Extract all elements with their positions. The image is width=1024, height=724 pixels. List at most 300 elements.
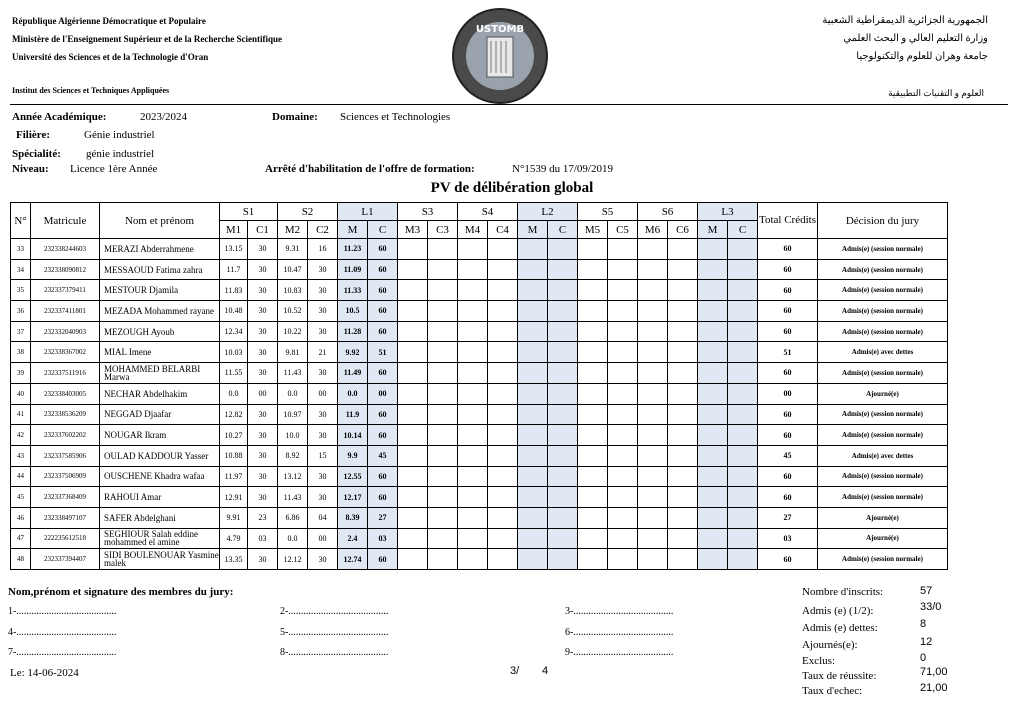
total-cell: 00 [758, 383, 818, 404]
m3-cell [398, 301, 428, 322]
matricule-cell: 232337511916 [31, 363, 100, 384]
m3-cell [398, 383, 428, 404]
m4-cell [458, 487, 488, 508]
l1-m-cell: 11.23 [338, 239, 368, 260]
l3-c-cell [728, 487, 758, 508]
arrete-value: N°1539 du 17/09/2019 [512, 163, 613, 175]
c5-cell [608, 301, 638, 322]
name-cell: MEZOUGH Ayoub [100, 321, 220, 342]
m2-cell: 12.12 [278, 549, 308, 570]
c1-cell: 00 [248, 383, 278, 404]
num-cell: 40 [11, 383, 31, 404]
filiere-value: Génie industriel [84, 129, 155, 141]
c2-cell: 04 [308, 507, 338, 528]
m2-cell: 11.43 [278, 487, 308, 508]
m3-cell [398, 342, 428, 363]
university-line: Université des Sciences et de la Technologie d'Oran [12, 52, 209, 62]
m1-cell: 4.79 [220, 528, 248, 549]
m5-cell [578, 383, 608, 404]
m3-cell [398, 487, 428, 508]
stat-dettes-value: 8 [920, 618, 927, 630]
l3-m-cell [698, 425, 728, 446]
c4-cell [488, 363, 518, 384]
m5-cell [578, 280, 608, 301]
m5-cell [578, 259, 608, 280]
matricule-cell: 232337368409 [31, 487, 100, 508]
page-total: 4 [542, 665, 549, 677]
c4-cell [488, 549, 518, 570]
m6-cell [638, 487, 668, 508]
c5-cell [608, 259, 638, 280]
l3-m-cell [698, 363, 728, 384]
c4-cell [488, 425, 518, 446]
l2-c-cell [548, 487, 578, 508]
l2-c-cell [548, 528, 578, 549]
c5-cell [608, 528, 638, 549]
num-cell: 39 [11, 363, 31, 384]
l2-m-cell [518, 383, 548, 404]
l2-c-cell [548, 280, 578, 301]
name-cell: NEGGAD Djaafar [100, 404, 220, 425]
l1-m-cell: 11.49 [338, 363, 368, 384]
l1-m-cell: 0.0 [338, 383, 368, 404]
m5-cell [578, 487, 608, 508]
c4-cell [488, 342, 518, 363]
c6-cell [668, 280, 698, 301]
l1-c-cell: 60 [368, 549, 398, 570]
l1-m-cell: 11.28 [338, 321, 368, 342]
total-cell: 60 [758, 404, 818, 425]
sub-c4: C4 [488, 221, 518, 239]
annee-value: 2023/2024 [140, 111, 188, 123]
l3-c-cell [728, 466, 758, 487]
c3-cell [428, 549, 458, 570]
m3-cell [398, 425, 428, 446]
c6-cell [668, 363, 698, 384]
c1-cell: 30 [248, 363, 278, 384]
l3-m-cell [698, 239, 728, 260]
total-cell: 60 [758, 239, 818, 260]
decision-cell: Admis(e) (session normale) [818, 301, 948, 322]
matricule-cell: 232338536209 [31, 404, 100, 425]
m1-cell: 9.91 [220, 507, 248, 528]
num-cell: 34 [11, 259, 31, 280]
stat-ajournes-label: Ajournés(e): [802, 639, 858, 651]
c3-cell [428, 507, 458, 528]
num-cell: 48 [11, 549, 31, 570]
m2-cell: 6.86 [278, 507, 308, 528]
m6-cell [638, 404, 668, 425]
c5-cell [608, 404, 638, 425]
c3-cell [428, 466, 458, 487]
stat-inscrits-value: 57 [920, 585, 933, 597]
table-row [11, 321, 948, 342]
c6-cell [668, 425, 698, 446]
m6-cell [638, 259, 668, 280]
deliberation-table [10, 202, 948, 570]
institute-line-ar: العلوم و التقنيات التطبيقية [888, 88, 984, 98]
m5-cell [578, 445, 608, 466]
total-cell: 60 [758, 301, 818, 322]
name-cell: SIDI BOULENOUAR Yasmine malek [100, 549, 220, 570]
total-cell: 60 [758, 321, 818, 342]
c3-cell [428, 280, 458, 301]
m3-cell [398, 259, 428, 280]
m1-cell: 11.83 [220, 280, 248, 301]
m2-cell: 10.47 [278, 259, 308, 280]
m3-cell [398, 404, 428, 425]
l2-c-cell [548, 507, 578, 528]
table-row [11, 487, 948, 508]
decision-cell: Admis(e) avec dettes [818, 445, 948, 466]
c4-cell [488, 239, 518, 260]
table-row [11, 404, 948, 425]
m4-cell [458, 445, 488, 466]
m4-cell [458, 301, 488, 322]
m5-cell [578, 301, 608, 322]
c6-cell [668, 301, 698, 322]
m5-cell [578, 404, 608, 425]
matricule-cell: 232337506909 [31, 466, 100, 487]
table-row [11, 466, 948, 487]
m1-cell: 10.27 [220, 425, 248, 446]
c2-cell: 30 [308, 487, 338, 508]
header-divider [10, 104, 1008, 105]
num-cell: 36 [11, 301, 31, 322]
l3-c-cell [728, 528, 758, 549]
l1-c-cell: 00 [368, 383, 398, 404]
m1-cell: 10.88 [220, 445, 248, 466]
m1-cell: 12.91 [220, 487, 248, 508]
l2-m-cell [518, 321, 548, 342]
name-cell: NOUGAR Ikram [100, 425, 220, 446]
table-row [11, 259, 948, 280]
m2-cell: 0.0 [278, 383, 308, 404]
l3-m-cell [698, 445, 728, 466]
col-decision: Décision du jury [818, 203, 948, 239]
m3-cell [398, 239, 428, 260]
l2-c-cell [548, 321, 578, 342]
l2-c-cell [548, 301, 578, 322]
m5-cell [578, 466, 608, 487]
l2-m-cell [518, 259, 548, 280]
total-cell: 27 [758, 507, 818, 528]
c5-cell [608, 445, 638, 466]
m4-cell [458, 259, 488, 280]
decision-cell: Admis(e) (session normale) [818, 363, 948, 384]
c4-cell [488, 445, 518, 466]
m3-cell [398, 280, 428, 301]
stat-exclus-value: 0 [920, 652, 927, 664]
matricule-cell: 232338090812 [31, 259, 100, 280]
l3-m-cell [698, 280, 728, 301]
total-cell: 60 [758, 363, 818, 384]
num-cell: 35 [11, 280, 31, 301]
group-s3: S3 [398, 203, 458, 221]
l2-m-cell [518, 363, 548, 384]
m6-cell [638, 507, 668, 528]
l3-m-cell [698, 342, 728, 363]
jury-line-4: 4-........................................ [8, 627, 117, 638]
c4-cell [488, 404, 518, 425]
l1-m-cell: 11.09 [338, 259, 368, 280]
niveau-value: Licence 1ère Année [70, 163, 158, 175]
m3-cell [398, 321, 428, 342]
m1-cell: 10.03 [220, 342, 248, 363]
m4-cell [458, 342, 488, 363]
c6-cell [668, 342, 698, 363]
matricule-cell: 232338367002 [31, 342, 100, 363]
table-row [11, 528, 948, 549]
name-cell: MOHAMMED BELARBI Marwa [100, 363, 220, 384]
m6-cell [638, 383, 668, 404]
l1-c-cell: 60 [368, 425, 398, 446]
num-cell: 42 [11, 425, 31, 446]
m5-cell [578, 507, 608, 528]
c3-cell [428, 342, 458, 363]
matricule-cell: 232338244603 [31, 239, 100, 260]
table-row [11, 445, 948, 466]
m6-cell [638, 528, 668, 549]
l2-c-cell [548, 342, 578, 363]
c4-cell [488, 280, 518, 301]
num-cell: 43 [11, 445, 31, 466]
col-name: Nom et prénom [100, 203, 220, 239]
c1-cell: 30 [248, 404, 278, 425]
matricule-cell: 232337585906 [31, 445, 100, 466]
l3-c-cell [728, 321, 758, 342]
l1-m-cell: 2.4 [338, 528, 368, 549]
sub-m1: M1 [220, 221, 248, 239]
l2-c-cell [548, 259, 578, 280]
c3-cell [428, 528, 458, 549]
c1-cell: 30 [248, 445, 278, 466]
m5-cell [578, 342, 608, 363]
c4-cell [488, 383, 518, 404]
l3-m-cell [698, 404, 728, 425]
c6-cell [668, 466, 698, 487]
table-row [11, 280, 948, 301]
decision-cell: Ajourné(e) [818, 507, 948, 528]
c1-cell: 30 [248, 342, 278, 363]
l1-m-cell: 11.33 [338, 280, 368, 301]
m4-cell [458, 383, 488, 404]
name-cell: SAFER Abdelghani [100, 507, 220, 528]
m4-cell [458, 280, 488, 301]
l1-c-cell: 60 [368, 487, 398, 508]
num-cell: 38 [11, 342, 31, 363]
l2-c-cell [548, 445, 578, 466]
matricule-cell: 232337411801 [31, 301, 100, 322]
l2-c-cell [548, 466, 578, 487]
c2-cell: 00 [308, 528, 338, 549]
c2-cell: 30 [308, 280, 338, 301]
decision-cell: Ajourné(e) [818, 383, 948, 404]
c2-cell: 30 [308, 466, 338, 487]
name-cell: SEGHIOUR Salah eddine mohammed el amine [100, 528, 220, 549]
c1-cell: 30 [248, 259, 278, 280]
jury-line-2: 2-........................................ [280, 606, 389, 617]
c3-cell [428, 425, 458, 446]
m6-cell [638, 466, 668, 487]
total-cell: 45 [758, 445, 818, 466]
m4-cell [458, 321, 488, 342]
m5-cell [578, 528, 608, 549]
name-cell: OUSCHENE Khadra wafaa [100, 466, 220, 487]
jury-title: Nom,prénom et signature des membres du jury: [8, 586, 234, 598]
name-cell: MERAZI Abderrahmene [100, 239, 220, 260]
m4-cell [458, 466, 488, 487]
l2-m-cell [518, 280, 548, 301]
decision-cell: Admis(e) (session normale) [818, 239, 948, 260]
num-cell: 46 [11, 507, 31, 528]
group-s5: S5 [578, 203, 638, 221]
m1-cell: 12.82 [220, 404, 248, 425]
c3-cell [428, 259, 458, 280]
sub-l2-c: C [548, 221, 578, 239]
matricule-cell: 232338497107 [31, 507, 100, 528]
l2-m-cell [518, 507, 548, 528]
matricule-cell: 232338403005 [31, 383, 100, 404]
total-cell: 51 [758, 342, 818, 363]
l3-c-cell [728, 507, 758, 528]
group-l3: L3 [698, 203, 758, 221]
annee-label: Année Académique: [12, 111, 107, 123]
m3-cell [398, 445, 428, 466]
sub-c5: C5 [608, 221, 638, 239]
c4-cell [488, 487, 518, 508]
m3-cell [398, 363, 428, 384]
l1-c-cell: 60 [368, 301, 398, 322]
c2-cell: 30 [308, 259, 338, 280]
total-cell: 60 [758, 280, 818, 301]
total-cell: 03 [758, 528, 818, 549]
l3-c-cell [728, 549, 758, 570]
m1-cell: 13.35 [220, 549, 248, 570]
c1-cell: 30 [248, 466, 278, 487]
col-total: Total Crédits [758, 203, 818, 239]
filiere-label: Filière: [16, 129, 50, 141]
stat-ajournes-value: 12 [920, 636, 933, 648]
decision-cell: Admis(e) (session normale) [818, 404, 948, 425]
l3-c-cell [728, 404, 758, 425]
c5-cell [608, 549, 638, 570]
c2-cell: 15 [308, 445, 338, 466]
c3-cell [428, 321, 458, 342]
sub-m4: M4 [458, 221, 488, 239]
niveau-label: Niveau: [12, 163, 49, 175]
c4-cell [488, 466, 518, 487]
m3-cell [398, 528, 428, 549]
c6-cell [668, 239, 698, 260]
m3-cell [398, 507, 428, 528]
header-right [688, 12, 988, 66]
name-cell: MESTOUR Djamila [100, 280, 220, 301]
m4-cell [458, 528, 488, 549]
c2-cell: 30 [308, 549, 338, 570]
m6-cell [638, 425, 668, 446]
l3-m-cell [698, 549, 728, 570]
l3-m-cell [698, 259, 728, 280]
l1-m-cell: 12.17 [338, 487, 368, 508]
m6-cell [638, 549, 668, 570]
university-line-ar: جامعة وهران للعلوم والتكنولوجيا [856, 51, 988, 62]
m6-cell [638, 321, 668, 342]
c1-cell: 30 [248, 280, 278, 301]
total-cell: 60 [758, 466, 818, 487]
matricule-cell: 232332040903 [31, 321, 100, 342]
c6-cell [668, 383, 698, 404]
c3-cell [428, 487, 458, 508]
jury-line-1: 1-........................................ [8, 606, 117, 617]
stat-exclus-label: Exclus: [802, 655, 835, 667]
m4-cell [458, 239, 488, 260]
sub-l2-m: M [518, 221, 548, 239]
num-cell: 33 [11, 239, 31, 260]
num-cell: 47 [11, 528, 31, 549]
c2-cell: 21 [308, 342, 338, 363]
m6-cell [638, 342, 668, 363]
matricule-cell: 232337602202 [31, 425, 100, 446]
matricule-cell: 232337379411 [31, 280, 100, 301]
l3-c-cell [728, 425, 758, 446]
jury-line-5: 5-........................................ [280, 627, 389, 638]
c4-cell [488, 507, 518, 528]
group-s2: S2 [278, 203, 338, 221]
c2-cell: 30 [308, 301, 338, 322]
sub-m2: M2 [278, 221, 308, 239]
l1-m-cell: 10.5 [338, 301, 368, 322]
l2-m-cell [518, 528, 548, 549]
c1-cell: 23 [248, 507, 278, 528]
l1-m-cell: 8.39 [338, 507, 368, 528]
l2-m-cell [518, 342, 548, 363]
c5-cell [608, 239, 638, 260]
c6-cell [668, 507, 698, 528]
m6-cell [638, 280, 668, 301]
m1-cell: 11.97 [220, 466, 248, 487]
republic-line-ar: الجمهورية الجزائرية الديمقراطية الشعبية [822, 15, 988, 26]
l3-c-cell [728, 259, 758, 280]
table-row [11, 507, 948, 528]
m6-cell [638, 445, 668, 466]
table-row [11, 363, 948, 384]
c5-cell [608, 280, 638, 301]
domaine-label: Domaine: [272, 111, 318, 123]
stat-admis-value: 33/0 [920, 601, 942, 613]
l1-m-cell: 10.14 [338, 425, 368, 446]
stat-reussite-label: Taux de réussite: [802, 670, 877, 682]
table-row [11, 425, 948, 446]
table-body [11, 239, 948, 570]
stat-echec-value: 21,00 [920, 682, 948, 694]
l1-c-cell: 60 [368, 404, 398, 425]
domaine-value: Sciences et Technologies [340, 111, 451, 123]
decision-cell: Ajourné(e) [818, 528, 948, 549]
table-row [11, 383, 948, 404]
header-left [12, 12, 282, 66]
m5-cell [578, 549, 608, 570]
m1-cell: 11.55 [220, 363, 248, 384]
l3-c-cell [728, 301, 758, 322]
l3-m-cell [698, 383, 728, 404]
sub-c3: C3 [428, 221, 458, 239]
m4-cell [458, 425, 488, 446]
group-s1: S1 [220, 203, 278, 221]
m2-cell: 0.0 [278, 528, 308, 549]
l1-c-cell: 60 [368, 363, 398, 384]
c1-cell: 30 [248, 239, 278, 260]
